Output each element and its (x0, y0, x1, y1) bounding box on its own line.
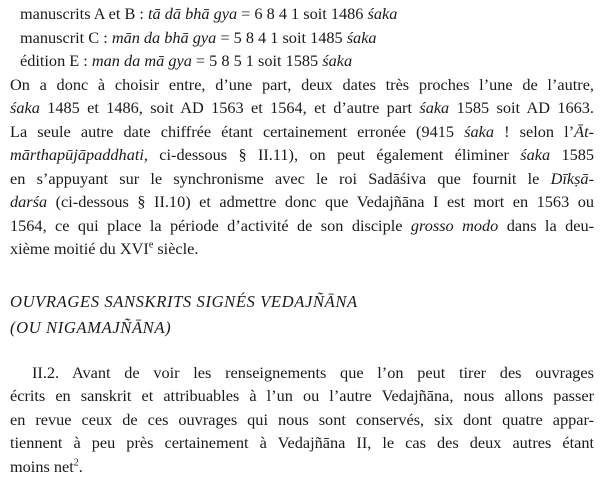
spacer (10, 261, 594, 289)
heading-line: OUVRAGES SANSKRITS SIGNÉS VEDAJÑĀNA (10, 289, 594, 315)
paragraph-works (10, 361, 594, 478)
text-line: II.2. Avant de voir les renseignements que l’on peut tirer des ouvrages (10, 361, 594, 385)
text-line: śaka 1485 et 1486, soit AD 1563 et 1564, et d’autre part śaka 1585 soit AD 1663. (10, 96, 594, 120)
manuscript-reading: mān da bhā gya (112, 28, 216, 47)
text-line: 1564, ce qui place la période d’activité de son disciple grosso modo dans la deu- (10, 214, 594, 238)
section-heading (10, 289, 594, 341)
footnote-marker[interactable]: 2 (74, 457, 79, 468)
text-line: écrits en sanskrit et attribuables à l’un ou l’autre Vedajñāna, nous allons passer (10, 384, 594, 408)
manuscript-label: manuscrits A et B : (20, 4, 144, 23)
manuscript-date: soit 1486 (303, 4, 363, 23)
spacer (10, 341, 594, 361)
manuscript-digits: = 5 8 5 1 (196, 51, 254, 70)
paragraph-dates (10, 73, 594, 261)
manuscript-reading: man da mā gya (92, 51, 192, 70)
manuscript-label: édition E : (20, 51, 88, 70)
manuscript-label: manuscrit C : (20, 28, 108, 47)
text-line: On a donc à choisir entre, d’une part, deux dates très proches l’une de l’autre, (10, 73, 594, 97)
text-line: moins net$^2$. (10, 455, 594, 478)
text-line: en revue ceux de ces ouvrages qui nous sont conservés, six dont quatre appar- (10, 408, 594, 432)
text-line: mārthapūjāpaddhati, ci-dessous § II.11), on peut également éliminer śaka 1585 (10, 143, 594, 167)
manuscript-era: śaka (368, 4, 398, 23)
manuscript-era: śaka (322, 51, 352, 70)
manuscript-digits: = 5 8 4 1 (220, 28, 278, 47)
manuscript-line-c (10, 26, 594, 50)
manuscript-date: soit 1585 (258, 51, 318, 70)
text-line: tiennent à peu près certainement à Vedajñāna II, le cas des deux autres étant (10, 431, 594, 455)
text-line: en s’appuyant sur le synchronisme avec le roi Sadāśiva que fournit le Dīkṣā- (10, 167, 594, 191)
manuscript-era: śaka (347, 28, 377, 47)
manuscript-reading: tā dā bhā gya (148, 4, 237, 23)
text-line: La seule autre date chiffrée étant certainement erronée (9415 śaka ! selon l’Āt- (10, 120, 594, 144)
manuscript-digits: = 6 8 4 1 (241, 4, 299, 23)
text-line: darśa (ci-dessous § II.10) et admettre donc que Vedajñāna I est mort en 1563 ou (10, 190, 594, 214)
manuscript-line-e (10, 49, 594, 73)
manuscript-date: soit 1485 (282, 28, 342, 47)
text-line: xième moitié du XVIe siècle. (10, 237, 594, 261)
heading-line: (OU NIGAMAJÑĀNA) (10, 315, 594, 341)
manuscript-line-ab (10, 2, 594, 26)
